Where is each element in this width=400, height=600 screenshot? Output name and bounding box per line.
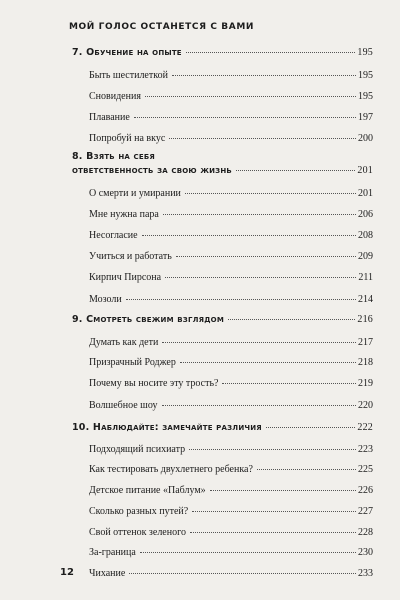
toc-entry-row [89, 357, 373, 368]
toc-title: Учиться и работать [89, 251, 172, 262]
toc-entry-row [89, 547, 373, 558]
toc-page-number: 214 [358, 294, 373, 305]
toc-entry-row [89, 272, 373, 283]
dot-leader [228, 319, 355, 320]
toc-page-number: 219 [358, 378, 373, 389]
dot-leader [162, 342, 356, 343]
toc-title: Мне нужна пара [89, 209, 159, 220]
toc-chapter-row [72, 422, 373, 433]
toc-page-number: 228 [358, 527, 373, 538]
dot-leader [126, 299, 356, 300]
toc-title: Волшебное шоу [89, 400, 158, 411]
toc-title: Чихание [89, 568, 126, 579]
toc-title: ответственность за свою жизнь [72, 165, 232, 176]
toc-entry-row [89, 527, 373, 538]
toc-entry-row [89, 444, 373, 455]
toc-title: 10. Наблюдайте: замечайте различия [72, 422, 262, 433]
dot-leader [236, 170, 355, 171]
page-number: 12 [60, 567, 74, 578]
toc-title: Призрачный Роджер [89, 357, 176, 368]
toc-title: За-граница [89, 547, 136, 558]
toc-page-number: 197 [358, 112, 373, 123]
dot-leader [266, 427, 356, 428]
dot-leader [165, 277, 356, 278]
toc-page-number: 227 [358, 506, 373, 517]
dot-leader [134, 117, 356, 118]
toc-page-number: 233 [358, 568, 373, 579]
dot-leader [210, 490, 356, 491]
dot-leader [180, 362, 356, 363]
toc-title: Свой оттенок зеленого [89, 527, 186, 538]
dot-leader [192, 511, 356, 512]
toc-entry-row [89, 70, 373, 81]
toc-page-number: 201 [358, 188, 373, 199]
toc-title: Плавание [89, 112, 130, 123]
dot-leader [145, 96, 356, 97]
toc-page-number: 195 [357, 47, 373, 58]
toc-page-number: 220 [358, 400, 373, 411]
toc-page-number: 200 [358, 133, 373, 144]
toc-title: Сколько разных путей? [89, 506, 189, 517]
toc-page-number: 222 [357, 422, 373, 433]
dot-leader [189, 449, 356, 450]
toc-entry-row [89, 91, 373, 102]
toc-page-number: 216 [357, 314, 373, 325]
toc-chapter-row [72, 314, 373, 325]
toc-page-number: 218 [358, 357, 373, 368]
toc-title: О смерти и умирании [89, 188, 181, 199]
toc-page-number: 225 [358, 464, 373, 475]
dot-leader [163, 214, 356, 215]
toc-title: Кирпич Пирсона [89, 272, 162, 283]
dot-leader [169, 138, 356, 139]
toc-page-number: 208 [358, 230, 373, 241]
toc-entry-row [89, 400, 373, 411]
dot-leader [190, 532, 356, 533]
toc-entry-row [89, 251, 373, 262]
toc-title: Почему вы носите эту трость? [89, 378, 219, 389]
toc-page-number: 195 [358, 91, 373, 102]
toc-page-number: 223 [358, 444, 373, 455]
toc-entry-row [89, 188, 373, 199]
toc-title: Сновидения [89, 91, 141, 102]
toc-title: Как тестировать двухлетнего ребенка? [89, 464, 253, 475]
dot-leader [162, 405, 357, 406]
toc-title: 9. Смотреть свежим взглядом [72, 314, 224, 325]
toc-entry-row [89, 133, 373, 144]
dot-leader [140, 552, 356, 553]
toc-page-number: 195 [358, 70, 373, 81]
dot-leader [176, 256, 356, 257]
toc-title: Попробуй на вкус [89, 133, 166, 144]
dot-leader [185, 193, 356, 194]
toc-chapter-title-line: 8. Взять на себя [72, 151, 155, 162]
toc-title: Несогласие [89, 230, 138, 241]
toc-entry-row [89, 209, 373, 220]
dot-leader [186, 52, 356, 53]
dot-leader [129, 573, 356, 574]
toc-entry-row [89, 464, 373, 475]
toc-title: Мозоли [89, 294, 122, 305]
toc-title: Подходящий психиатр [89, 444, 186, 455]
toc-page-number: 201 [357, 165, 373, 176]
toc-title: 7. Обучение на опыте [72, 47, 182, 58]
toc-entry-row [89, 294, 373, 305]
toc-entry-row [89, 378, 373, 389]
toc-page-number: 209 [358, 251, 373, 262]
toc-page-number: 217 [358, 337, 373, 348]
toc-page-number: 226 [358, 485, 373, 496]
toc-entry-row [89, 112, 373, 123]
toc-title: Быть шестилеткой [89, 70, 168, 81]
running-head: МОЙ ГОЛОС ОСТАНЕТСЯ С ВАМИ [69, 22, 255, 32]
toc-entry-row [89, 230, 373, 241]
toc-page-number: 206 [358, 209, 373, 220]
toc-page-number: 211 [358, 272, 373, 283]
toc-chapter-row [72, 47, 373, 58]
toc-title: Думать как дети [89, 337, 159, 348]
dot-leader [257, 469, 356, 470]
toc-entry-row [89, 568, 373, 579]
dot-leader [222, 383, 356, 384]
toc-page-number: 230 [358, 547, 373, 558]
toc-title: Детское питание «Паблум» [89, 485, 206, 496]
toc-entry-row [89, 506, 373, 517]
toc-entry-row [89, 337, 373, 348]
dot-leader [142, 235, 356, 236]
toc-entry-row [89, 485, 373, 496]
dot-leader [172, 75, 356, 76]
toc-chapter-row [72, 165, 373, 176]
